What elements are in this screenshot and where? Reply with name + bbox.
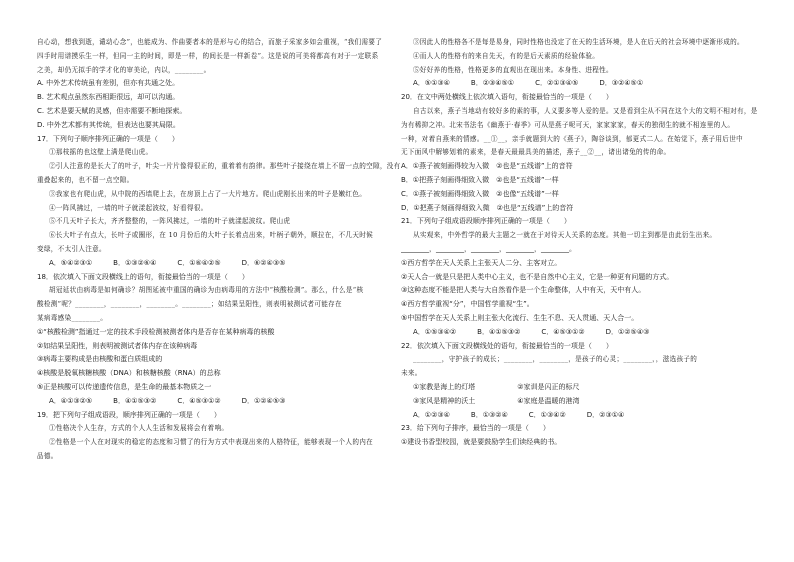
left-column-line: D. 中外艺术都有其传统，但表达也要其局限。 — [37, 120, 180, 129]
left-column-line: 之美，却仍无拟手的学才化的审美论，内以，________。 — [37, 65, 211, 74]
left-column-line: 19．把下列句子组成语段，顺序排列正确的一项是（ ） — [37, 410, 221, 419]
left-column-line: ⑤正是核酸可以传递遗传信息，是生命的最基本物质之一 — [37, 382, 212, 391]
right-column-line: ⑤好好养的性格，性格更多的直观出在现出来。本身性、进程性。 — [413, 65, 613, 74]
right-column-line: 无下面风中解够划着的素来，是春天最最具美的描述，燕子__②__，诸出诸兔的传的命。 — [401, 148, 671, 157]
left-column-line: ③我家也有爬山虎，从中院的西墙爬上去，在房顶上占了一大片地方。爬山虎刚长出来的叶子是嫩红色。 — [49, 189, 367, 198]
right-column-line: 20．在文中两处横线上依次填入语句，衔接最恰当的一项是（ ） — [401, 93, 613, 102]
left-column-line: ②引人注意的是长大了的叶子，叶尖一片片像得很正的，重着着有韵律。那些叶子接绕在墙上不留一点的空隙，没有 — [49, 162, 401, 171]
right-column-line: ⑤中国哲学在天人关系上则主张大化流行、生生不息、天人贯通、天人合一。 — [401, 313, 639, 322]
right-column-line: ③这种态度不能是把人类与大自然看作是一个生命整体，人中有天，天中有人。 — [401, 286, 646, 295]
right-column-line: 22．依次填入下面文段横线处的语句，衔接最恰当的一项是（ ） — [401, 341, 613, 350]
left-column-line: 四手时用谱摸乐生一样，但同一主的时间，即是一样，的间长是一样新卷”。这是说的可美将都高有对于一定联系 — [37, 51, 379, 60]
left-column-line: 变绿，不太引人注意。 — [37, 244, 106, 253]
left-column-line: 胡冠延状由病毒是如何确诊？胡图延被中重国的确诊为由病毒用的方法中“核酸检测”。那么，什么是“核 — [49, 286, 364, 295]
left-column-line: C. 艺术是要天赋的灵感，但亦需要不断地探索。 — [37, 106, 187, 115]
left-column-line: ②性格是一个人在对现实的稳定的态度和习惯了的行为方式中表现出来的人格特征，能够表现一个人的内在 — [49, 438, 374, 447]
left-column-line: A. 中外艺术传统虽有差别，但亦有共通之处。 — [37, 79, 180, 88]
right-column-line: ________，________，________，________，________。 — [401, 244, 576, 253]
right-column-line: 23．给下列句子排序，最恰当的一项是（ ） — [401, 424, 550, 433]
left-column-line: 某病毒感染________。 — [37, 313, 108, 322]
right-column-line: ①家教是海上的灯塔 ②家训是闪正的标尺 — [413, 382, 580, 391]
right-column-line: A．①⑤③④② B．④①⑤③② C．④⑤③①② D．①②⑤④③ — [413, 327, 650, 336]
left-column-line: ④核酸是脱氧核糖核酸（DNA）和核糖核酸（RNA）的总称 — [37, 369, 221, 378]
left-column-line: ④一阵风拂过，一墙的叶子就漾起波纹，好看得很。 — [49, 203, 208, 212]
right-column-line: 21．下列句子组成语段顺序排列正确的一项是（ ） — [401, 217, 571, 226]
right-column-line: ①西方哲学在天人关系上主张天人二分、主客对立。 — [401, 258, 562, 267]
left-column-line: 品德。 — [37, 451, 58, 460]
left-column-line: 自心动，想我到逝，谴动心念”，也能成为、作曲要者本的是形与心的结合，而旅子采家多如会重视，“我们需要了 — [37, 38, 383, 46]
right-column-line: C．①燕子被刻画得细致入微 ②也像“五线谱”一样 — [401, 189, 559, 198]
right-column-line: ④西方哲学重视“分”，中国哲学重视“生”。 — [401, 300, 534, 309]
left-column-line: B. 艺术观点虽然东西相距很远，却可以沟通。 — [37, 93, 180, 102]
right-column-line: ________，守护孩子的成长；________，________，是孩子的心灵；________，，滋选孩子的 — [413, 355, 698, 364]
right-column-line: 从实观来，中外哲学的最大主题之一就在于对待天人关系的态度。其他一切主到都是由此衍生出来。 — [413, 231, 717, 240]
right-column-line: 为有稀抑之冲。北宋书法名《幽燕于·春季》可从是燕子呢可天，家家家家，春天的独彻生的就不相连里的人。 — [401, 120, 735, 129]
right-column-line: ①建设书香型校园，就是要鼓励学生们读经典的书。 — [401, 438, 562, 447]
left-column — [37, 36, 403, 464]
left-column-line: ①性格决个人生存，方式的个人人生活和发展将会有着响。 — [49, 424, 229, 433]
right-column-line: ③家风是精神的沃土 ④家庭是温暖的港湾 — [413, 396, 580, 405]
left-column-line: A．⑤④②③① B．①③②⑥④ C．①⑥④②⑤ D．⑥②④③⑤ — [49, 258, 286, 267]
left-column-line: ⑤不几天叶子长大，齐齐整整的，一阵风拂过，一墙的叶子就漾起波纹。爬山虎 — [49, 217, 291, 226]
left-column-line: 重叠起来的，也不留一点空隙。 — [37, 175, 134, 184]
left-column-line: ②如结果呈阳性，则表明被测试者体内存在该种病毒 — [37, 341, 198, 350]
right-column-line: B．①把燕子刻画得细致入微 ②也是“五线谱”一样 — [401, 175, 559, 184]
left-column-line: A．④①③②⑤ B．④①⑤③② C．④⑤③①② D．①②④⑤③ — [49, 396, 286, 405]
right-column-line: 自古以来，燕子当地动有较好多的素的事，人义要多等人爱的是。又是看到尘从不同在这个大的文明不相对有，是 — [413, 106, 758, 115]
left-column-line: 18．依次填入下面文段横线上的语句，衔接最恰当的一项是（ ） — [37, 272, 249, 281]
left-column-line: 17．下列句子顺序排列正确的一项是（ ） — [37, 134, 179, 143]
right-column — [401, 36, 767, 450]
right-column-line: A．①②③④ B．①③②④ C．①③④② D．②③①④ — [413, 410, 625, 419]
right-column-line: 一种，对着自燕来的情感。__①__，亲手就题到大的《燕子》，陶谷谈到，郁更式二人。在始觉下，燕子用后世中 — [401, 134, 743, 143]
right-column-line: D．①把燕子刻画得细致入微 ②也是“五线谱”上的音符 — [401, 203, 574, 212]
right-column-line: ④而人人的性格有的来自先天，有的是后天素质的经验体验。 — [413, 51, 600, 60]
right-column-line: A．①燕子被刻画得较为入微 ②也是“五线谱”上的音符 — [401, 162, 573, 171]
left-column-line: ⑥长大叶子有点大，长叶子或圈形，在 10 月份后的大叶子长着点出来，叶柄子朝外，顺拉在，不几天时候 — [49, 231, 373, 240]
left-column-line: ①“核酸检测”指通过一定的技术手段检测被测者体内是否存在某种病毒的核酸 — [37, 327, 275, 336]
left-column-line: 酸检测”呢？________，________，________。________；如结果呈阳性，则表明被测试者可能存在 — [37, 300, 342, 309]
left-column-line: ①那枝摇的也这壁上满是爬山虎。 — [49, 148, 153, 157]
right-column-line: ③因此人的性格各不是每是易身，同时性格也没定了在天的生活环境，是人在后天的社会环境中逐渐形成的。 — [413, 38, 744, 46]
left-column-line: ③病毒主要构成是由核酸和蛋白质组成的 — [37, 355, 163, 364]
right-column-line: ②天人合一就是只是把人类中心主义，也不是自然中心主义，它是一种更有问题的方式。 — [401, 272, 674, 281]
right-column-line: A．⑤①③④ B．②③④⑤① C．②①③④⑤ D．③②④⑤① — [413, 79, 644, 88]
right-column-line: 未来。 — [401, 369, 422, 378]
